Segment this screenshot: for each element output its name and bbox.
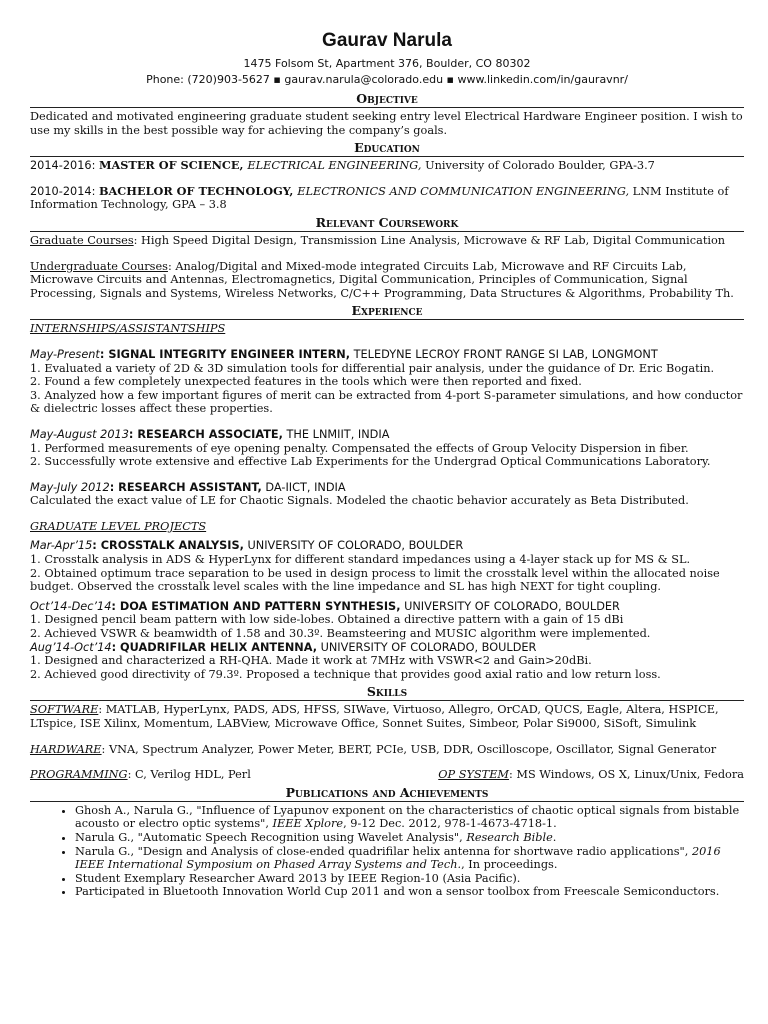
bs-degree: BACHELOR OF TECHNOLOGY, xyxy=(98,183,298,198)
project-line: 2. Achieved good directivity of 79.3º. Proposed a technique that provides good axial ratio and low return loss. xyxy=(30,667,661,681)
job-header: May-Present: SIGNAL INTEGRITY ENGINEER INTERN, TELEDYNE LECROY FRONT RANGE SI LAB, LONGMONT xyxy=(30,347,658,361)
job-entry xyxy=(30,348,744,416)
ug-courses-label: Undergraduate Courses xyxy=(30,259,168,273)
job-line: 1. Performed measurements of eye opening penalty. Compensated the effects of Group Velocity Dispersion in fiber. xyxy=(30,441,689,455)
project-line: 1. Designed pencil beam pattern with low side-lobes. Obtained a directive pattern with a gain of 15 dBi xyxy=(30,613,624,627)
bs-years: 2010-2014: xyxy=(30,184,99,198)
job-header: May-July 2012: RESEARCH ASSISTANT, DA-IICT, INDIA xyxy=(30,480,346,494)
programming-os-row xyxy=(30,768,744,782)
project-entry xyxy=(30,641,744,682)
project-header: Oct’14-Dec’14: DOA ESTIMATION AND PATTERN SYNTHESIS, UNIVERSITY OF COLORADO, BOULDER xyxy=(30,599,620,613)
job-entry xyxy=(30,428,744,469)
resume-page xyxy=(30,30,744,899)
contact-line: Phone: (720)903-5627 ▪ gaurav.narula@colorado.edu ▪ www.linkedin.com/in/gauravnr/ xyxy=(146,73,628,86)
education-section xyxy=(30,141,744,212)
project-line: 1. Designed and characterized a RH-QHA. Made it work at 7MHz with VSWR<2 and Gain>20dBi. xyxy=(30,654,592,668)
programming-skills: PROGRAMMING: C, Verilog HDL, Perl xyxy=(30,768,251,782)
skills-title: Skills xyxy=(30,685,744,701)
job-header: May-August 2013: RESEARCH ASSOCIATE, THE LNMIIT, INDIA xyxy=(30,427,390,441)
project-line: 1. Crosstalk analysis in ADS & HyperLynx for different standard impedances using a 4-layer stack up for MS & SL. xyxy=(30,553,691,567)
coursework-title: Relevant Coursework xyxy=(30,216,744,232)
education-ms xyxy=(30,159,744,173)
grad-courses-text: : High Speed Digital Design, Transmission Line Analysis, Microwave & RF Lab, Digital Communication xyxy=(133,233,726,247)
ms-degree: MASTER OF SCIENCE, xyxy=(98,158,248,173)
objective-text: Dedicated and motivated engineering graduate student seeking entry level Electrical Hardware Engineer position. I wish to use my skills in the best possible way for achieving the company’s goals. xyxy=(30,110,743,137)
list-item: • Narula G., "Design and Analysis of close-ended quadrifilar helix antenna for shortwave radio applications", 2016 IEEE International Symposium on Phased Array Systems and Tech., In proceedings. xyxy=(75,845,744,872)
coursework-section xyxy=(30,216,744,300)
skills-section xyxy=(30,685,744,781)
project-line: 2. Achieved VSWR & beamwidth of 1.58 and 30.3º. Beamsteering and MUSIC algorithm were implemented. xyxy=(30,627,651,641)
candidate-name: Gaurav Narula xyxy=(322,30,452,51)
software-skills: SOFTWARE: MATLAB, HyperLynx, PADS, ADS, HFSS, SIWave, Virtuoso, Allegro, OrCAD, QUCS, Eagle, Altera, HSPICE, LTspice, ISE Xilinx, Momentum, LABView, Microwave Office, Sonnet Suites, Simbeor, Polar Si9000, SiSoft, Simulink xyxy=(30,703,719,730)
bs-rest: LNM Institute of Information Technology, GPA – 3.8 xyxy=(30,184,729,212)
projects-heading: GRADUATE LEVEL PROJECTS xyxy=(30,519,207,533)
list-item: • Ghosh A., Narula G., "Influence of Lyapunov exponent on the characteristics of chaotic optical signals from bistable acousto or electro optic systems", IEEE Xplore, 9-12 Dec. 2012, 978-1-4673-4718-1. xyxy=(75,804,744,831)
education-bs xyxy=(30,185,744,212)
ms-rest: University of Colorado Boulder, GPA-3.7 xyxy=(421,159,655,173)
job-line: 2. Found a few completely unexpected features in the tools which were then reported and fixed. xyxy=(30,375,582,389)
project-header: Mar-Apr’15: CROSSTALK ANALYSIS, UNIVERSITY OF COLORADO, BOULDER xyxy=(30,539,464,553)
project-line: 2. Obtained optimum trace separation to be used in design process to limit the crosstalk level within the allocated noise budget. Observed the crosstalk level scales with the line impedance and SL has high NEXT for tight coupling. xyxy=(30,566,720,594)
project-header: Aug’14-Oct’14: QUADRIFILAR HELIX ANTENNA, UNIVERSITY OF COLORADO, BOULDER xyxy=(30,640,537,654)
experience-section xyxy=(30,304,744,681)
job-entry xyxy=(30,481,744,508)
project-entry xyxy=(30,539,744,593)
ms-years: 2014-2016: xyxy=(30,159,99,173)
grad-courses-label: Graduate Courses xyxy=(30,233,134,247)
job-line: 3. Analyzed how a few important figures of merit can be extracted from 4-port S-parameter simulations, and how conductor & dielectric losses affect these properties. xyxy=(30,388,743,416)
ug-courses xyxy=(30,260,744,301)
publications-list xyxy=(30,804,744,899)
internships-heading: INTERNSHIPS/ASSISTANTSHIPS xyxy=(30,322,226,336)
list-item: • Participated in Bluetooth Innovation World Cup 2011 and won a sensor toolbox from Freescale Semiconductors. xyxy=(75,885,744,899)
objective-title: Objective xyxy=(30,92,744,108)
address: 1475 Folsom St, Apartment 376, Boulder, CO 80302 xyxy=(243,57,531,70)
job-line: 2. Successfully wrote extensive and effective Lab Experiments for the Undergrad Optical Communications Laboratory. xyxy=(30,455,711,469)
ms-field: ELECTRICAL ENGINEERING, xyxy=(247,159,422,173)
list-item: • Narula G., "Automatic Speech Recognition using Wavelet Analysis", Research Bible. xyxy=(75,831,744,845)
experience-title: Experience xyxy=(30,304,744,320)
project-entry xyxy=(30,600,744,641)
grad-courses xyxy=(30,234,744,248)
job-line: 1. Evaluated a variety of 2D & 3D simulation tools for differential pair analysis, under the guidance of Dr. Eric Bogatin. xyxy=(30,361,715,375)
publications-section xyxy=(30,786,744,899)
ug-courses-text: : Analog/Digital and Mixed-mode integrated Circuits Lab, Microwave and RF Circuits Lab, Microwave Circuits and Antennas, Electromagnetics, Digital Communication, Principles of Communication, Signal Processing, Signals and Systems, Wireless Networks, C/C++ Programming, Data Structures & Algorithms, Probability Th. xyxy=(30,259,734,300)
publications-title: Publications and Achievements xyxy=(30,786,744,802)
job-line: Calculated the exact value of LE for Chaotic Signals. Modeled the chaotic behavior accurately as Beta Distributed. xyxy=(30,494,689,508)
education-title: Education xyxy=(30,141,744,157)
list-item: • Student Exemplary Researcher Award 2013 by IEEE Region-10 (Asia Pacific). xyxy=(75,872,744,886)
objective-section xyxy=(30,92,744,137)
bs-field: ELECTRONICS AND COMMUNICATION ENGINEERING, xyxy=(297,184,630,198)
os-skills: OP SYSTEM: MS Windows, OS X, Linux/Unix, Fedora xyxy=(438,768,744,782)
hardware-skills: HARDWARE: VNA, Spectrum Analyzer, Power Meter, BERT, PCIe, USB, DDR, Oscilloscope, Oscillator, Signal Generator xyxy=(30,742,717,756)
